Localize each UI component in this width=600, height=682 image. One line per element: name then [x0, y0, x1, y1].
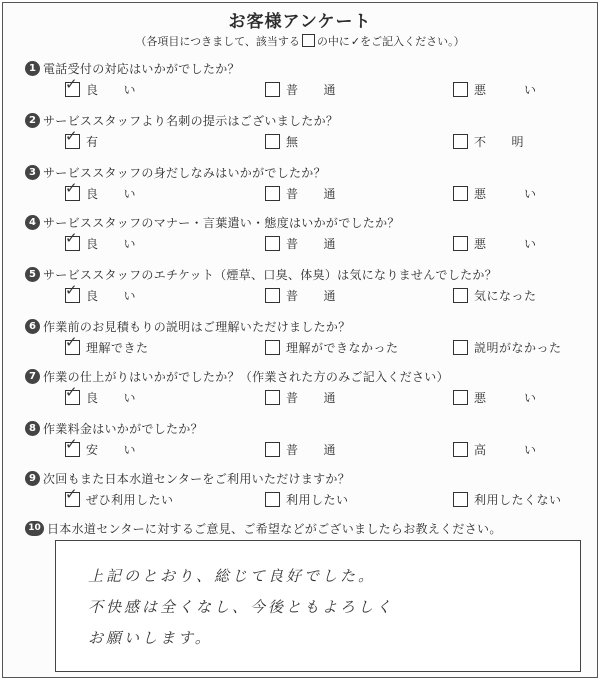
option-4-3[interactable]: [453, 233, 537, 253]
instruction-line: [3, 33, 597, 49]
question-text: サービススタッフのエチケット（煙草、口臭、体臭）は気になりませんでしたか？: [43, 267, 498, 282]
question-text: 日本水道センターに対するご意見、ご希望などがございましたらお教えください。: [47, 521, 502, 536]
question-number-badge: 1: [25, 61, 40, 76]
option-label: 普 通: [286, 442, 337, 457]
option-2-2[interactable]: [265, 131, 299, 151]
option-checkbox[interactable]: [265, 492, 280, 507]
option-label: 有: [86, 134, 99, 149]
option-checkbox[interactable]: [453, 442, 468, 457]
option-checkbox[interactable]: [265, 390, 280, 405]
question-number-badge: 4: [25, 215, 40, 230]
instruction-text-after: をご記入ください。）: [360, 35, 465, 48]
question-number-badge: 2: [25, 113, 40, 128]
option-checkbox[interactable]: [453, 134, 468, 149]
option-1-3[interactable]: [453, 79, 537, 99]
option-3-3[interactable]: [453, 183, 537, 203]
handwritten-comment-line: お願いします。: [88, 629, 213, 647]
option-label: 良 い: [86, 82, 137, 97]
option-checkbox[interactable]: [453, 288, 468, 303]
handwritten-comment-line: 不快感は全くなし、今後ともよろしく: [88, 598, 395, 616]
option-checkbox[interactable]: [65, 228, 80, 251]
option-label: 悪 い: [474, 82, 537, 97]
option-label: 理解ができなかった: [286, 340, 399, 355]
question-8: [25, 419, 585, 459]
option-label: 普 通: [286, 236, 337, 251]
question-text: サービススタッフのマナー・言葉遣い・態度はいかがでしたか？: [43, 215, 400, 230]
option-7-1[interactable]: [65, 382, 137, 407]
option-checkbox[interactable]: [65, 332, 80, 355]
option-4-2[interactable]: [265, 233, 336, 253]
option-checkbox[interactable]: [265, 340, 280, 355]
checkmark-icon: ✓: [65, 382, 78, 401]
option-6-1[interactable]: [65, 332, 149, 357]
question-6: [25, 317, 585, 357]
option-label: 普 通: [286, 186, 337, 201]
sample-checkbox-icon: [302, 34, 315, 47]
question-4: [25, 213, 585, 253]
question-number-badge: 7: [25, 369, 40, 384]
option-label: 悪 い: [474, 236, 537, 251]
instruction-text-before: （各項目につきまして、該当する: [135, 35, 300, 48]
option-checkbox[interactable]: [65, 74, 80, 97]
option-label: 安 い: [86, 442, 137, 457]
question-text: サービススタッフの身だしなみはいかがでしたか？: [43, 165, 326, 180]
question-3: [25, 163, 585, 203]
option-label: 利用したい: [286, 492, 349, 507]
option-label: 普 通: [286, 82, 337, 97]
checkmark-icon: ✓: [65, 126, 78, 145]
checkmark-icon: ✓: [65, 484, 78, 503]
option-2-1[interactable]: [65, 126, 99, 151]
option-checkbox[interactable]: [453, 492, 468, 507]
option-checkbox[interactable]: [65, 382, 80, 405]
question-text: 次回もまた日本水道センターをご利用いただけますか？: [43, 471, 351, 486]
question-number-badge: 10: [25, 521, 44, 536]
option-5-1[interactable]: [65, 280, 137, 305]
option-6-2[interactable]: [265, 337, 399, 357]
option-label: 気になった: [474, 288, 537, 303]
question-number-badge: 3: [25, 165, 40, 180]
option-label: 良 い: [86, 186, 137, 201]
checkmark-icon: ✓: [65, 228, 78, 247]
question-9: [25, 469, 585, 509]
option-3-2[interactable]: [265, 183, 336, 203]
option-label: 利用したくない: [474, 492, 562, 507]
option-5-2[interactable]: [265, 285, 336, 305]
option-label: ぜひ利用したい: [86, 492, 174, 507]
checkmark-icon: ✓: [65, 434, 78, 453]
option-checkbox[interactable]: [453, 186, 468, 201]
option-checkbox[interactable]: [265, 186, 280, 201]
option-label: 悪 い: [474, 390, 537, 405]
question-number-badge: 6: [25, 319, 40, 334]
option-label: 普 通: [286, 390, 337, 405]
option-8-3[interactable]: [453, 439, 537, 459]
option-checkbox[interactable]: [65, 484, 80, 507]
survey-title: お客様アンケート: [228, 12, 372, 32]
option-8-1[interactable]: [65, 434, 137, 459]
option-9-2[interactable]: [265, 489, 349, 509]
option-checkbox[interactable]: [65, 126, 80, 149]
checkmark-icon: ✓: [65, 74, 78, 93]
option-checkbox[interactable]: [453, 390, 468, 405]
option-checkbox[interactable]: [265, 82, 280, 97]
option-checkbox[interactable]: [265, 236, 280, 251]
option-4-1[interactable]: [65, 228, 137, 253]
option-9-3[interactable]: [453, 489, 562, 509]
survey-sheet: [2, 2, 598, 678]
option-label: 無: [286, 134, 299, 149]
option-checkbox[interactable]: [265, 288, 280, 303]
option-label: 良 い: [86, 288, 137, 303]
instruction-text-middle: の中に: [316, 35, 350, 48]
option-3-1[interactable]: [65, 178, 137, 203]
option-checkbox[interactable]: [265, 442, 280, 457]
option-label: 普 通: [286, 288, 337, 303]
question-text: 作業の仕上がりはいかがでしたか？（作業された方のみご記入ください）: [43, 369, 449, 384]
option-5-3[interactable]: [453, 285, 537, 305]
option-8-2[interactable]: [265, 439, 336, 459]
option-7-3[interactable]: [453, 387, 537, 407]
question-text: 作業料金はいかがでしたか？: [43, 421, 203, 436]
question-5: [25, 265, 585, 305]
question-2: [25, 111, 585, 151]
question-text: サービススタッフより名刺の提示はございましたか？: [43, 113, 339, 128]
checkmark-icon: ✓: [65, 178, 78, 197]
option-checkbox[interactable]: [453, 236, 468, 251]
option-label: 高 い: [474, 442, 537, 457]
option-checkbox[interactable]: [65, 434, 80, 457]
option-label: 良 い: [86, 390, 137, 405]
option-checkbox[interactable]: [453, 82, 468, 97]
option-7-2[interactable]: [265, 387, 336, 407]
question-number-badge: 8: [25, 421, 40, 436]
option-label: 不 明: [474, 134, 525, 149]
question-text: 電話受付の対応はいかがでしたか？: [43, 61, 240, 76]
question-10: [25, 519, 585, 537]
question-number-badge: 9: [25, 471, 40, 486]
option-1-2[interactable]: [265, 79, 336, 99]
option-label: 説明がなかった: [474, 340, 562, 355]
option-1-1[interactable]: [65, 74, 137, 99]
option-2-3[interactable]: [453, 131, 524, 151]
question-text: 作業前のお見積もりの説明はご理解いただけましたか？: [43, 319, 351, 334]
option-6-3[interactable]: [453, 337, 562, 357]
checkmark-icon: ✓: [65, 280, 78, 299]
comment-box[interactable]: [55, 540, 581, 672]
option-label: 悪 い: [474, 186, 537, 201]
question-number-badge: 5: [25, 267, 40, 282]
checkmark-icon: ✓: [350, 35, 361, 48]
option-checkbox[interactable]: [65, 280, 80, 303]
question-1: [25, 59, 585, 99]
option-checkbox[interactable]: [453, 340, 468, 355]
checkmark-icon: ✓: [65, 332, 78, 351]
option-9-1[interactable]: [65, 484, 174, 509]
option-checkbox[interactable]: [65, 178, 80, 201]
question-7: [25, 367, 585, 407]
option-label: 良 い: [86, 236, 137, 251]
option-checkbox[interactable]: [265, 134, 280, 149]
handwritten-comment-line: 上記のとおり、総じて良好でした。: [88, 567, 377, 585]
option-label: 理解できた: [86, 340, 149, 355]
